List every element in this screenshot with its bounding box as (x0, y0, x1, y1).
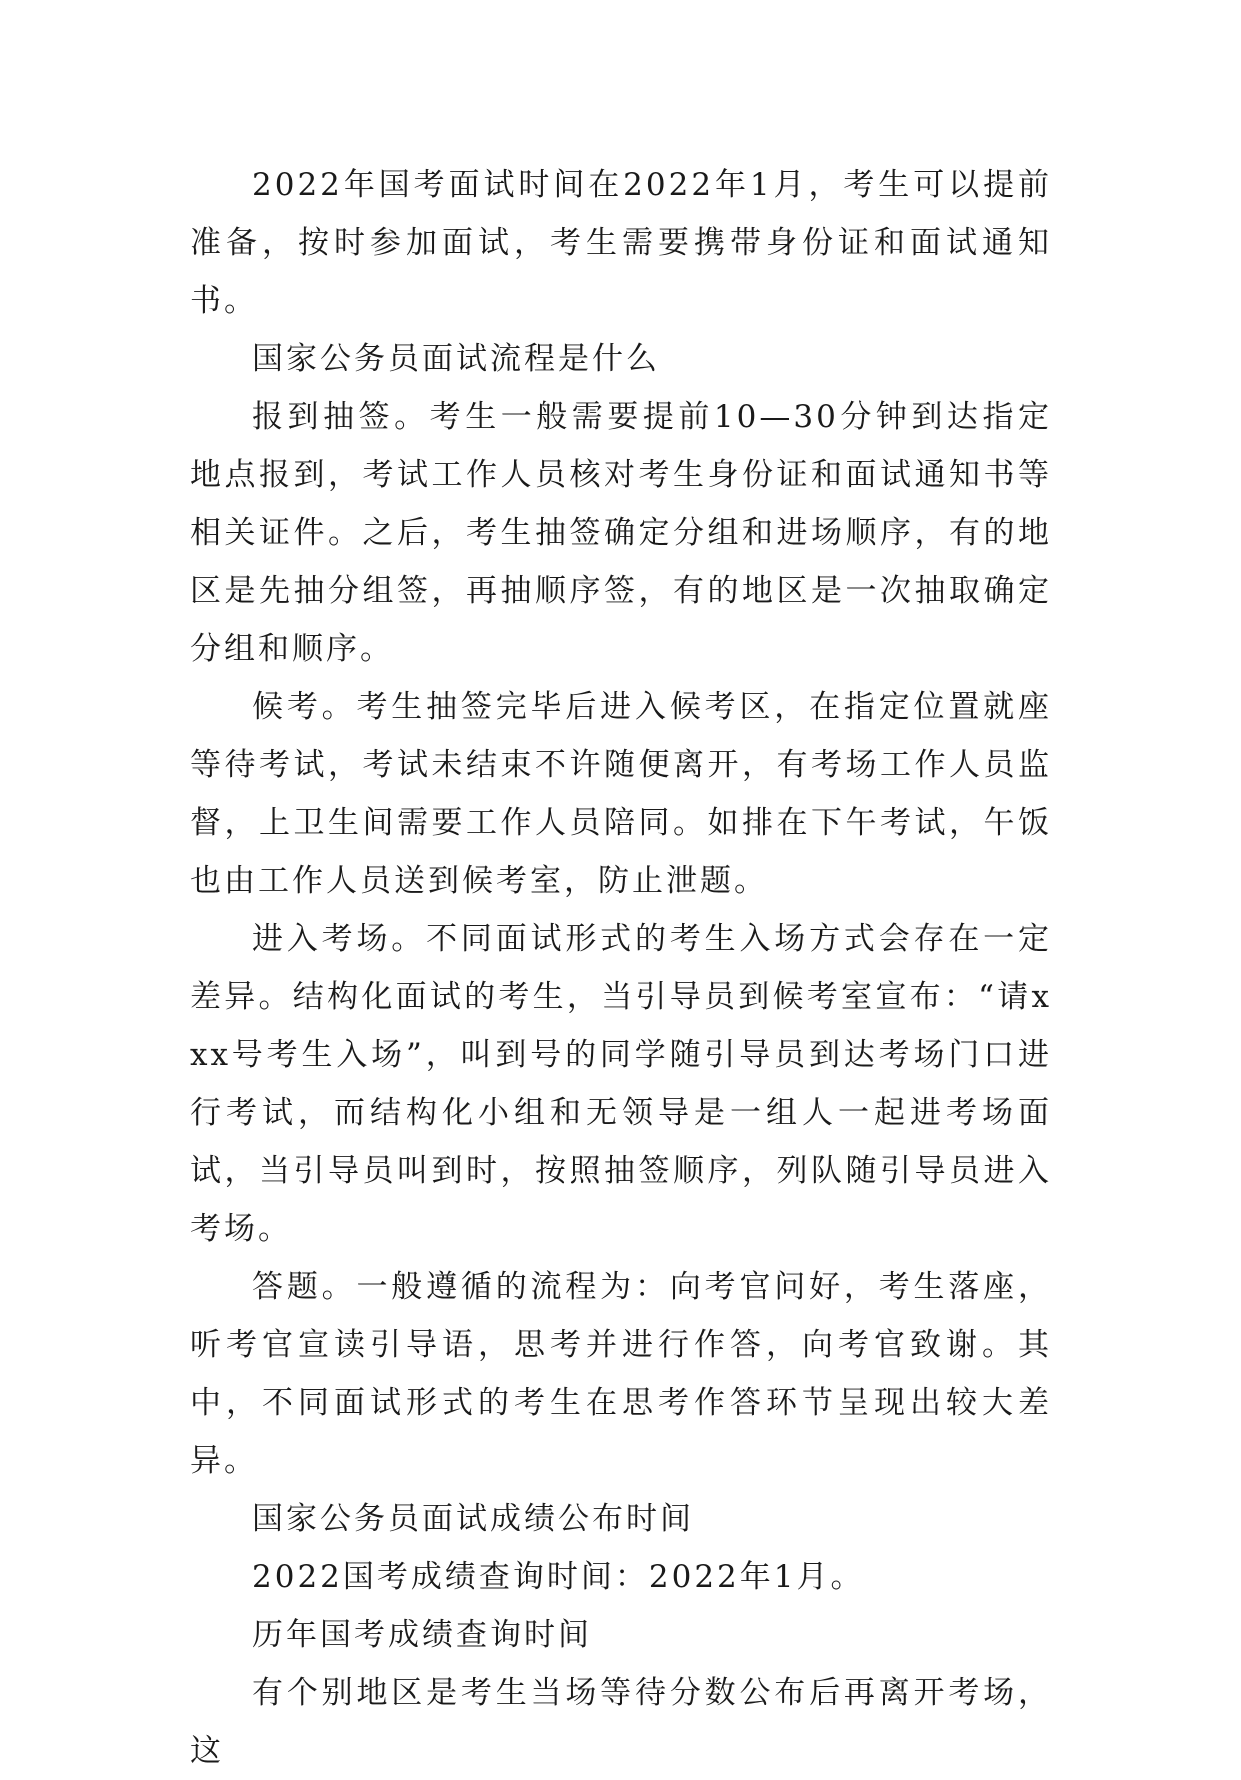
paragraph-answering: 答题。一般遵循的流程为：向考官问好，考生落座，听考官宣读引导语，思考并进行作答，向考官致谢。其中，不同面试形式的考生在思考作答环节呈现出较大差异。 (190, 1269, 1052, 1479)
paragraph-entering: 进入考场。不同面试形式的考生入场方式会存在一定差异。结构化面试的考生，当引导员到候考室宣布：“请xxx号考生入场”，叫到号的同学随引导员到达考场门口进行考试，而结构化小组和无领导是一组人一起进考场面试，当引导员叫到时，按照抽签顺序，列队随引导员进入考场。 (190, 921, 1052, 1247)
heading-interview-process: 国家公务员面试流程是什么 (252, 341, 660, 377)
document-body (190, 156, 1052, 1780)
paragraph-onsite-score: 有个别地区是考生当场等待分数公布后再离开考场，这 (190, 1675, 1052, 1769)
paragraph-waiting: 候考。考生抽签完毕后进入候考区，在指定位置就座等待考试，考试未结束不许随便离开，有考场工作人员监督，上卫生间需要工作人员陪同。如排在下午考试，午饭也由工作人员送到候考室，防止泄题。 (190, 689, 1052, 899)
heading-score-release: 国家公务员面试成绩公布时间 (252, 1501, 694, 1537)
paragraph-interview-time: 2022年国考面试时间在2022年1月，考生可以提前准备，按时参加面试，考生需要携带身份证和面试通知书。 (190, 167, 1052, 319)
paragraph-score-query-time: 2022国考成绩查询时间：2022年1月。 (252, 1559, 865, 1595)
paragraph-check-in: 报到抽签。考生一般需要提前10—30分钟到达指定地点报到，考试工作人员核对考生身份证和面试通知书等相关证件。之后，考生抽签确定分组和进场顺序，有的地区是先抽分组签，再抽顺序签，有的地区是一次抽取确定分组和顺序。 (190, 399, 1052, 667)
heading-past-score-query: 历年国考成绩查询时间 (252, 1617, 592, 1653)
